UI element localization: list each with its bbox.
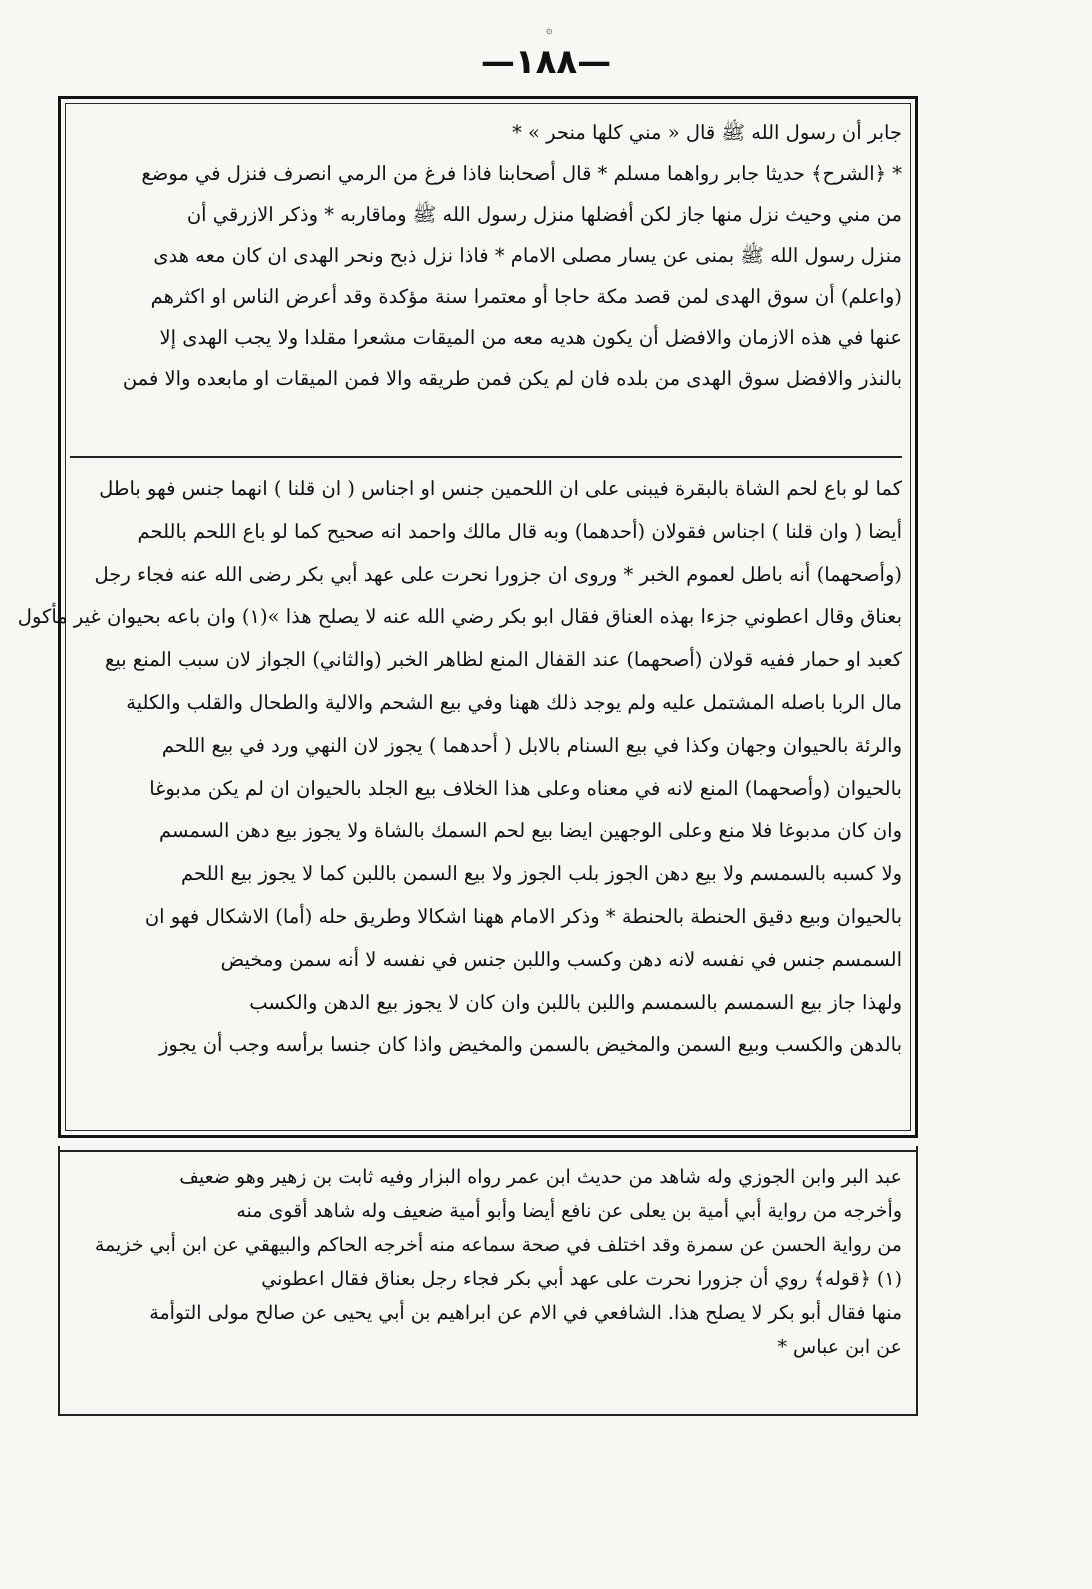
footnote-line: عبد البر وابن الجوزي وله شاهد من حديث ابن عمر رواه البزار وفيه ثابت بن زهير وهو ضعيف [179,1166,902,1188]
main-text-line: مال الربا باصله المشتمل عليه ولم يوجد ذلك ههنا وفي بيع الشحم والالية والطحال والقلب والكلية [126,690,902,714]
footnote-line: منها فقال أبو بكر لا يصلح هذا. الشافعي في الام عن ابراهيم بن أبي يحيى عن صالح مولى التوأمة [149,1302,902,1324]
main-text-line: بعناق وقال اعطوني جزءا بهذه العناق فقال ابو بكر رضي الله عنه لا يصلح هذا »(١) وان باعه بحيوان غير مأكول [17,605,902,629]
main-text-line: بالحيوان (وأصحهما) المنع لانه في معناه وعلى هذا الخلاف بيع الجلد بالحيوان ان لم يكن مدبوغا [149,776,902,800]
main-text-line: بالحيوان وبيع دقيق الحنطة بالحنطة * وذكر الامام ههنا اشكالا وطريق حله (أما) الاشكال فهو ان [144,904,902,928]
main-text-line: وان كان مدبوغا فلا منع وعلى الوجهين ايضا بيع لحم السمك بالشاة ولا يجوز بيع دهن السمسم [159,819,902,843]
commentary-line: بالنذر والافضل سوق الهدى من بلده فان لم يكن فمن طريقه والا فمن الميقات او مابعده والا فمن [122,367,902,390]
commentary-line: عنها في هذه الازمان والافضل أن يكون هديه معه من الميقات مشعرا مقلدا ولا يجب الهدى إلا [159,326,902,349]
commentary-line: من مني وحيث نزل منها جاز لكن أفضلها منزل رسول الله ﷺ وماقاربه * وذكر الازرقي أن [186,203,902,226]
footnotes-section [70,1160,902,1364]
page-ornament: ۞ [546,23,553,36]
commentary-line: (واعلم) أن سوق الهدى لمن قصد مكة حاجا أو معتمرا سنة مؤكدة وقد أعرض الناس او اكثرهم [150,285,902,308]
main-text-line: ولا كسبه بالسمسم ولا بيع دهن الجوز بلب الجوز ولا بيع السمن باللبن كما لا يجوز بيع اللحم [180,862,902,886]
commentary-line: جابر أن رسول الله ﷺ قال « مني كلها منحر » * [512,121,902,144]
section-divider [70,456,902,461]
main-text-line: ولهذا جاز بيع السمسم بالسمسم واللبن باللبن وان كان لا يجوز بيع الدهن والكسب [249,990,902,1014]
main-text-line: أيضا ( وان قلنا ) اجناس فقولان (أحدهما) وبه قال مالك واحمد انه صحيح كما لو باع اللحم باللحم [137,519,902,543]
commentary-line: * ﴿الشرح﴾ حديثا جابر رواهما مسلم * قال أصحابنا فاذا فرغ من الرمي انصرف فنزل في موضع [141,162,902,185]
main-text-section [17,468,902,1067]
page-number: —١٨٨— [480,42,612,82]
footnotes-rule [58,1150,918,1152]
commentary-section [70,112,902,399]
footnote-line: من رواية الحسن عن سمرة وقد اختلف في صحة سماعه منه أخرجه الحاكم والبيهقي عن ابن أبي خزيمة [94,1234,902,1256]
main-text-line: كما لو باع لحم الشاة بالبقرة فيبنى على ان اللحمين جنس او اجناس ( ان قلنا ) انهما جنس فهو باطل [99,477,902,500]
main-text-line: (وأصحهما) أنه باطل لعموم الخبر * وروى ان جزورا نحرت على عهد أبي بكر رضى الله عنه فجاء رجل [94,562,902,586]
main-text-line: كعبد او حمار ففيه قولان (أصحهما) عند القفال المنع لظاهر الخبر (والثاني) الجواز لان سبب المنع بيع [105,648,902,672]
commentary-line: منزل رسول الله ﷺ بمنى عن يسار مصلى الامام * فاذا نزل ذبح ونحر الهدى ان كان معه هدى [153,244,902,267]
main-text-line: والرئة بالحيوان وجهان وكذا في بيع السنام بالابل ( أحدهما ) يجوز لان النهي ورد في بيع اللحم [161,733,902,757]
main-text-line: بالدهن والكسب وبيع السمن والمخيض بالسمن والمخيض واذا كان جنسا برأسه وجب أن يجوز [159,1033,902,1057]
main-text-line: السمسم جنس في نفسه لانه دهن وكسب واللبن جنس في نفسه لا أنه سمن ومخيض [220,947,902,971]
footnote-line: (١) ﴿قوله﴾ روي أن جزورا نحرت على عهد أبي بكر فجاء رجل بعناق فقال اعطوني [261,1268,902,1290]
footnote-line: عن ابن عباس * [777,1336,902,1358]
footnote-line: وأخرجه من رواية أبي أمية بن يعلى عن نافع أيضا وأبو أمية ضعيف وله شاهد أقوى منه [236,1200,902,1222]
